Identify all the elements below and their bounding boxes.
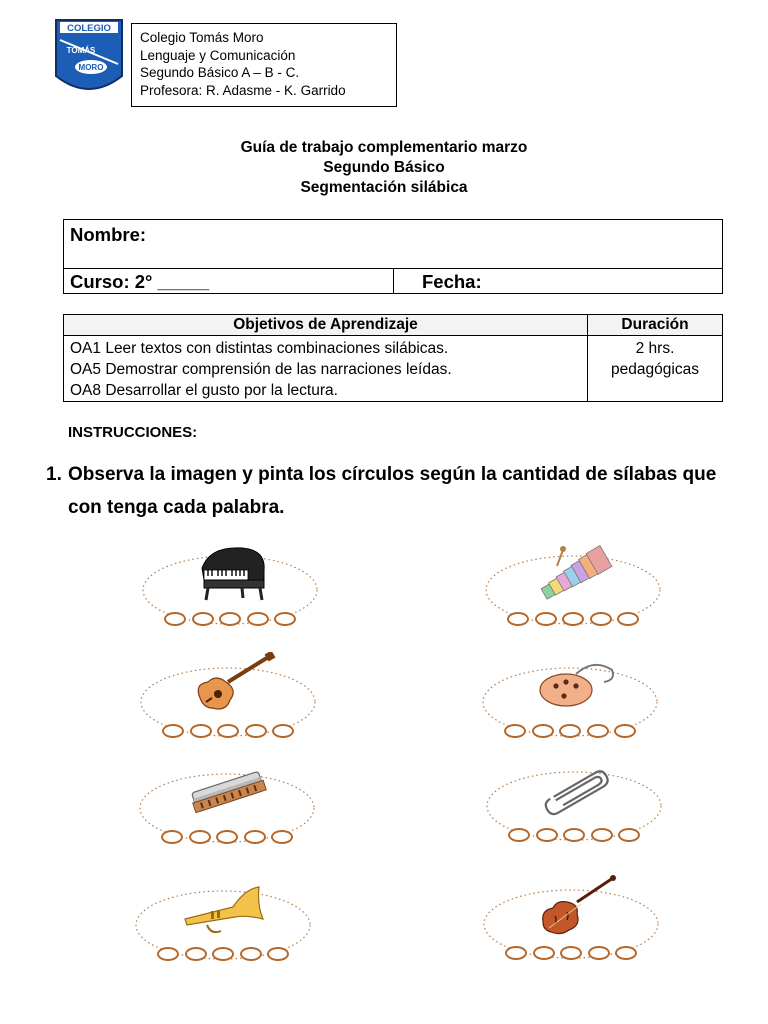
- title-line: Guía de trabajo complementario marzo: [240, 139, 528, 156]
- objectives-table: [63, 314, 723, 402]
- task-number: 1.: [46, 464, 62, 485]
- objective-item: OA5 Demostrar comprensión de las narraciones leídas.: [70, 361, 452, 378]
- syllable-circle[interactable]: [161, 830, 183, 844]
- exercise-item: [140, 550, 320, 640]
- syllable-circles: [508, 828, 640, 846]
- syllable-circle[interactable]: [532, 724, 554, 738]
- logo-mid-text: TOMÁS: [66, 46, 96, 55]
- school-line: Lenguaje y Comunicación: [140, 47, 296, 63]
- syllable-circle[interactable]: [244, 830, 266, 844]
- school-line: Segundo Básico A – B - C.: [140, 65, 300, 80]
- school-logo: [54, 18, 124, 98]
- syllable-circle[interactable]: [217, 724, 239, 738]
- objective-item: OA1 Leer textos con distintas combinaciones silábicas.: [70, 340, 449, 357]
- syllable-circle[interactable]: [559, 724, 581, 738]
- syllable-circle[interactable]: [247, 612, 269, 626]
- logo-bottom-text: MORO: [78, 63, 104, 72]
- violin-icon: [521, 874, 621, 944]
- objectives-cell: [64, 336, 588, 402]
- title-line: Segmentación silábica: [300, 179, 468, 196]
- syllable-circle[interactable]: [591, 828, 613, 842]
- syllable-circles: [164, 612, 296, 630]
- syllable-circles: [157, 947, 289, 965]
- duration-header: Duración: [588, 315, 723, 336]
- syllable-circle[interactable]: [212, 947, 234, 961]
- trumpet-icon: [173, 875, 273, 945]
- syllable-circle[interactable]: [240, 947, 262, 961]
- instructions-heading: INSTRUCCIONES:: [68, 424, 198, 441]
- syllable-circle[interactable]: [533, 946, 555, 960]
- syllable-circle[interactable]: [272, 724, 294, 738]
- syllable-circle[interactable]: [271, 830, 293, 844]
- course-label: Curso: 2° _____: [70, 271, 210, 292]
- syllable-circle[interactable]: [587, 724, 609, 738]
- guitar-icon: [178, 652, 278, 722]
- syllable-circle[interactable]: [560, 946, 582, 960]
- harmonica-icon: [177, 758, 277, 828]
- table-header-row: [64, 315, 723, 336]
- syllable-circle[interactable]: [504, 724, 526, 738]
- syllable-circles: [162, 724, 294, 742]
- logo-top-text: COLEGIO: [67, 23, 111, 34]
- syllable-circle[interactable]: [190, 724, 212, 738]
- syllable-circle[interactable]: [617, 612, 639, 626]
- syllable-circle[interactable]: [219, 612, 241, 626]
- school-info-box: [131, 23, 397, 107]
- syllable-circles: [161, 830, 293, 848]
- objective-item: OA8 Desarrollar el gusto por la lectura.: [70, 382, 338, 399]
- exercise-item: [138, 662, 318, 752]
- syllable-circle[interactable]: [164, 612, 186, 626]
- syllable-circle[interactable]: [563, 828, 585, 842]
- syllable-circle[interactable]: [508, 828, 530, 842]
- field-divider: [393, 269, 394, 294]
- exercise-item: [481, 884, 661, 974]
- syllable-circle[interactable]: [192, 612, 214, 626]
- exercise-item: [483, 550, 663, 640]
- objectives-header: Objetivos de Aprendizaje: [64, 315, 588, 336]
- school-line: Colegio Tomás Moro: [140, 30, 264, 45]
- student-info-box: [63, 219, 723, 294]
- exercise-item: [137, 768, 317, 858]
- syllable-circle[interactable]: [157, 947, 179, 961]
- piano-icon: [180, 540, 280, 610]
- school-line: Profesora: R. Adasme - K. Garrido: [140, 82, 346, 98]
- paperclip-icon: [524, 756, 624, 826]
- syllable-circle[interactable]: [562, 612, 584, 626]
- exercise-item: [480, 662, 660, 752]
- syllable-circle[interactable]: [267, 947, 289, 961]
- syllable-circle[interactable]: [505, 946, 527, 960]
- syllable-circle[interactable]: [618, 828, 640, 842]
- document-titles: [0, 138, 768, 198]
- xylophone-icon: [523, 540, 623, 610]
- duration-line: 2 hrs.: [635, 340, 675, 357]
- name-label: Nombre:: [70, 224, 147, 245]
- ocarina-icon: [520, 652, 620, 722]
- syllable-circle[interactable]: [535, 612, 557, 626]
- syllable-circles: [507, 612, 639, 630]
- table-row: [64, 336, 723, 402]
- syllable-circle[interactable]: [507, 612, 529, 626]
- syllable-circle[interactable]: [274, 612, 296, 626]
- syllable-circle[interactable]: [189, 830, 211, 844]
- syllable-circle[interactable]: [162, 724, 184, 738]
- syllable-circle[interactable]: [245, 724, 267, 738]
- syllable-circle[interactable]: [588, 946, 610, 960]
- syllable-circles: [505, 946, 637, 964]
- duration-line: pedagógicas: [611, 361, 699, 378]
- syllable-circle[interactable]: [536, 828, 558, 842]
- exercise-item: [133, 885, 313, 975]
- title-line: Segundo Básico: [323, 159, 445, 176]
- task-text: Observa la imagen y pinta los círculos según la cantidad de sílabas que con tenga cada palabra.: [68, 464, 717, 518]
- syllable-circle[interactable]: [590, 612, 612, 626]
- syllable-circle[interactable]: [614, 724, 636, 738]
- duration-cell: [588, 336, 723, 402]
- exercise-item: [484, 766, 664, 856]
- syllable-circle[interactable]: [615, 946, 637, 960]
- date-label: Fecha:: [422, 271, 482, 292]
- syllable-circle[interactable]: [185, 947, 207, 961]
- name-row[interactable]: [64, 220, 722, 269]
- syllable-circles: [504, 724, 636, 742]
- syllable-circle[interactable]: [216, 830, 238, 844]
